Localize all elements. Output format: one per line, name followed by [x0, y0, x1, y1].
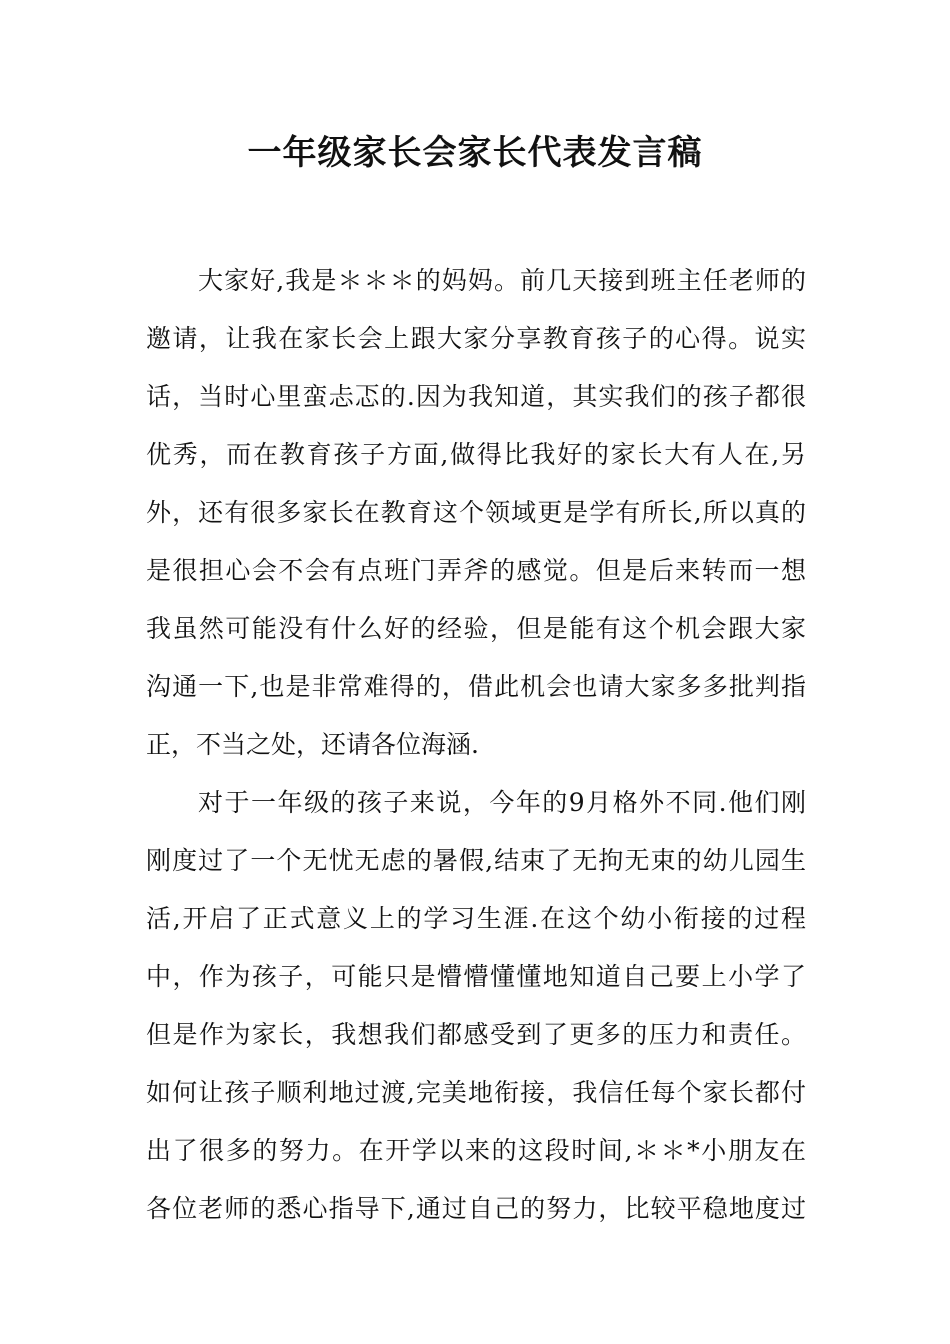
text-line: 是很担心会不会有点班门弄斧的感觉。但是后来转而一想	[146, 556, 806, 585]
text-line: 出了很多的努力。在开学以来的这段时间,＊＊*小朋友在	[146, 1136, 806, 1165]
text-line: 各位老师的悉心指导下,通过自己的努力，比较平稳地度过	[146, 1194, 806, 1223]
text-line: 如何让孩子顺利地过渡,完美地衔接，我信任每个家长都付	[146, 1078, 806, 1107]
text-line: 正，不当之处，还请各位海涵.	[146, 730, 479, 759]
text-line: 刚度过了一个无忧无虑的暑假,结束了无拘无束的幼儿园生	[146, 846, 806, 875]
text-line: 大家好,我是＊＊＊的妈妈。前几天接到班主任老师的	[198, 266, 806, 295]
document-body	[146, 258, 806, 1244]
text-line: 优秀，而在教育孩子方面,做得比我好的家长大有人在,另	[146, 440, 806, 469]
text-line: 外，还有很多家长在教育这个领域更是学有所长,所以真的	[146, 498, 806, 527]
text-line: 邀请，让我在家长会上跟大家分享教育孩子的心得。说实	[146, 324, 806, 353]
text-line: 中，作为孩子，可能只是懵懵懂懂地知道自己要上小学了	[146, 962, 806, 991]
text-line: 沟通一下,也是非常难得的，借此机会也请大家多多批判指	[146, 672, 806, 701]
text-line: 我虽然可能没有什么好的经验，但是能有这个机会跟大家	[146, 614, 806, 643]
text-line: 对于一年级的孩子来说，今年的9月格外不同.他们刚	[198, 788, 806, 817]
text-line: 活,开启了正式意义上的学习生涯.在这个幼小衔接的过程	[146, 904, 806, 933]
document-title: 一年级家长会家长代表发言稿	[247, 133, 703, 173]
text-line: 话，当时心里蛮忐忑的.因为我知道，其实我们的孩子都很	[146, 382, 806, 411]
text-line: 但是作为家长，我想我们都感受到了更多的压力和责任。	[146, 1020, 806, 1049]
